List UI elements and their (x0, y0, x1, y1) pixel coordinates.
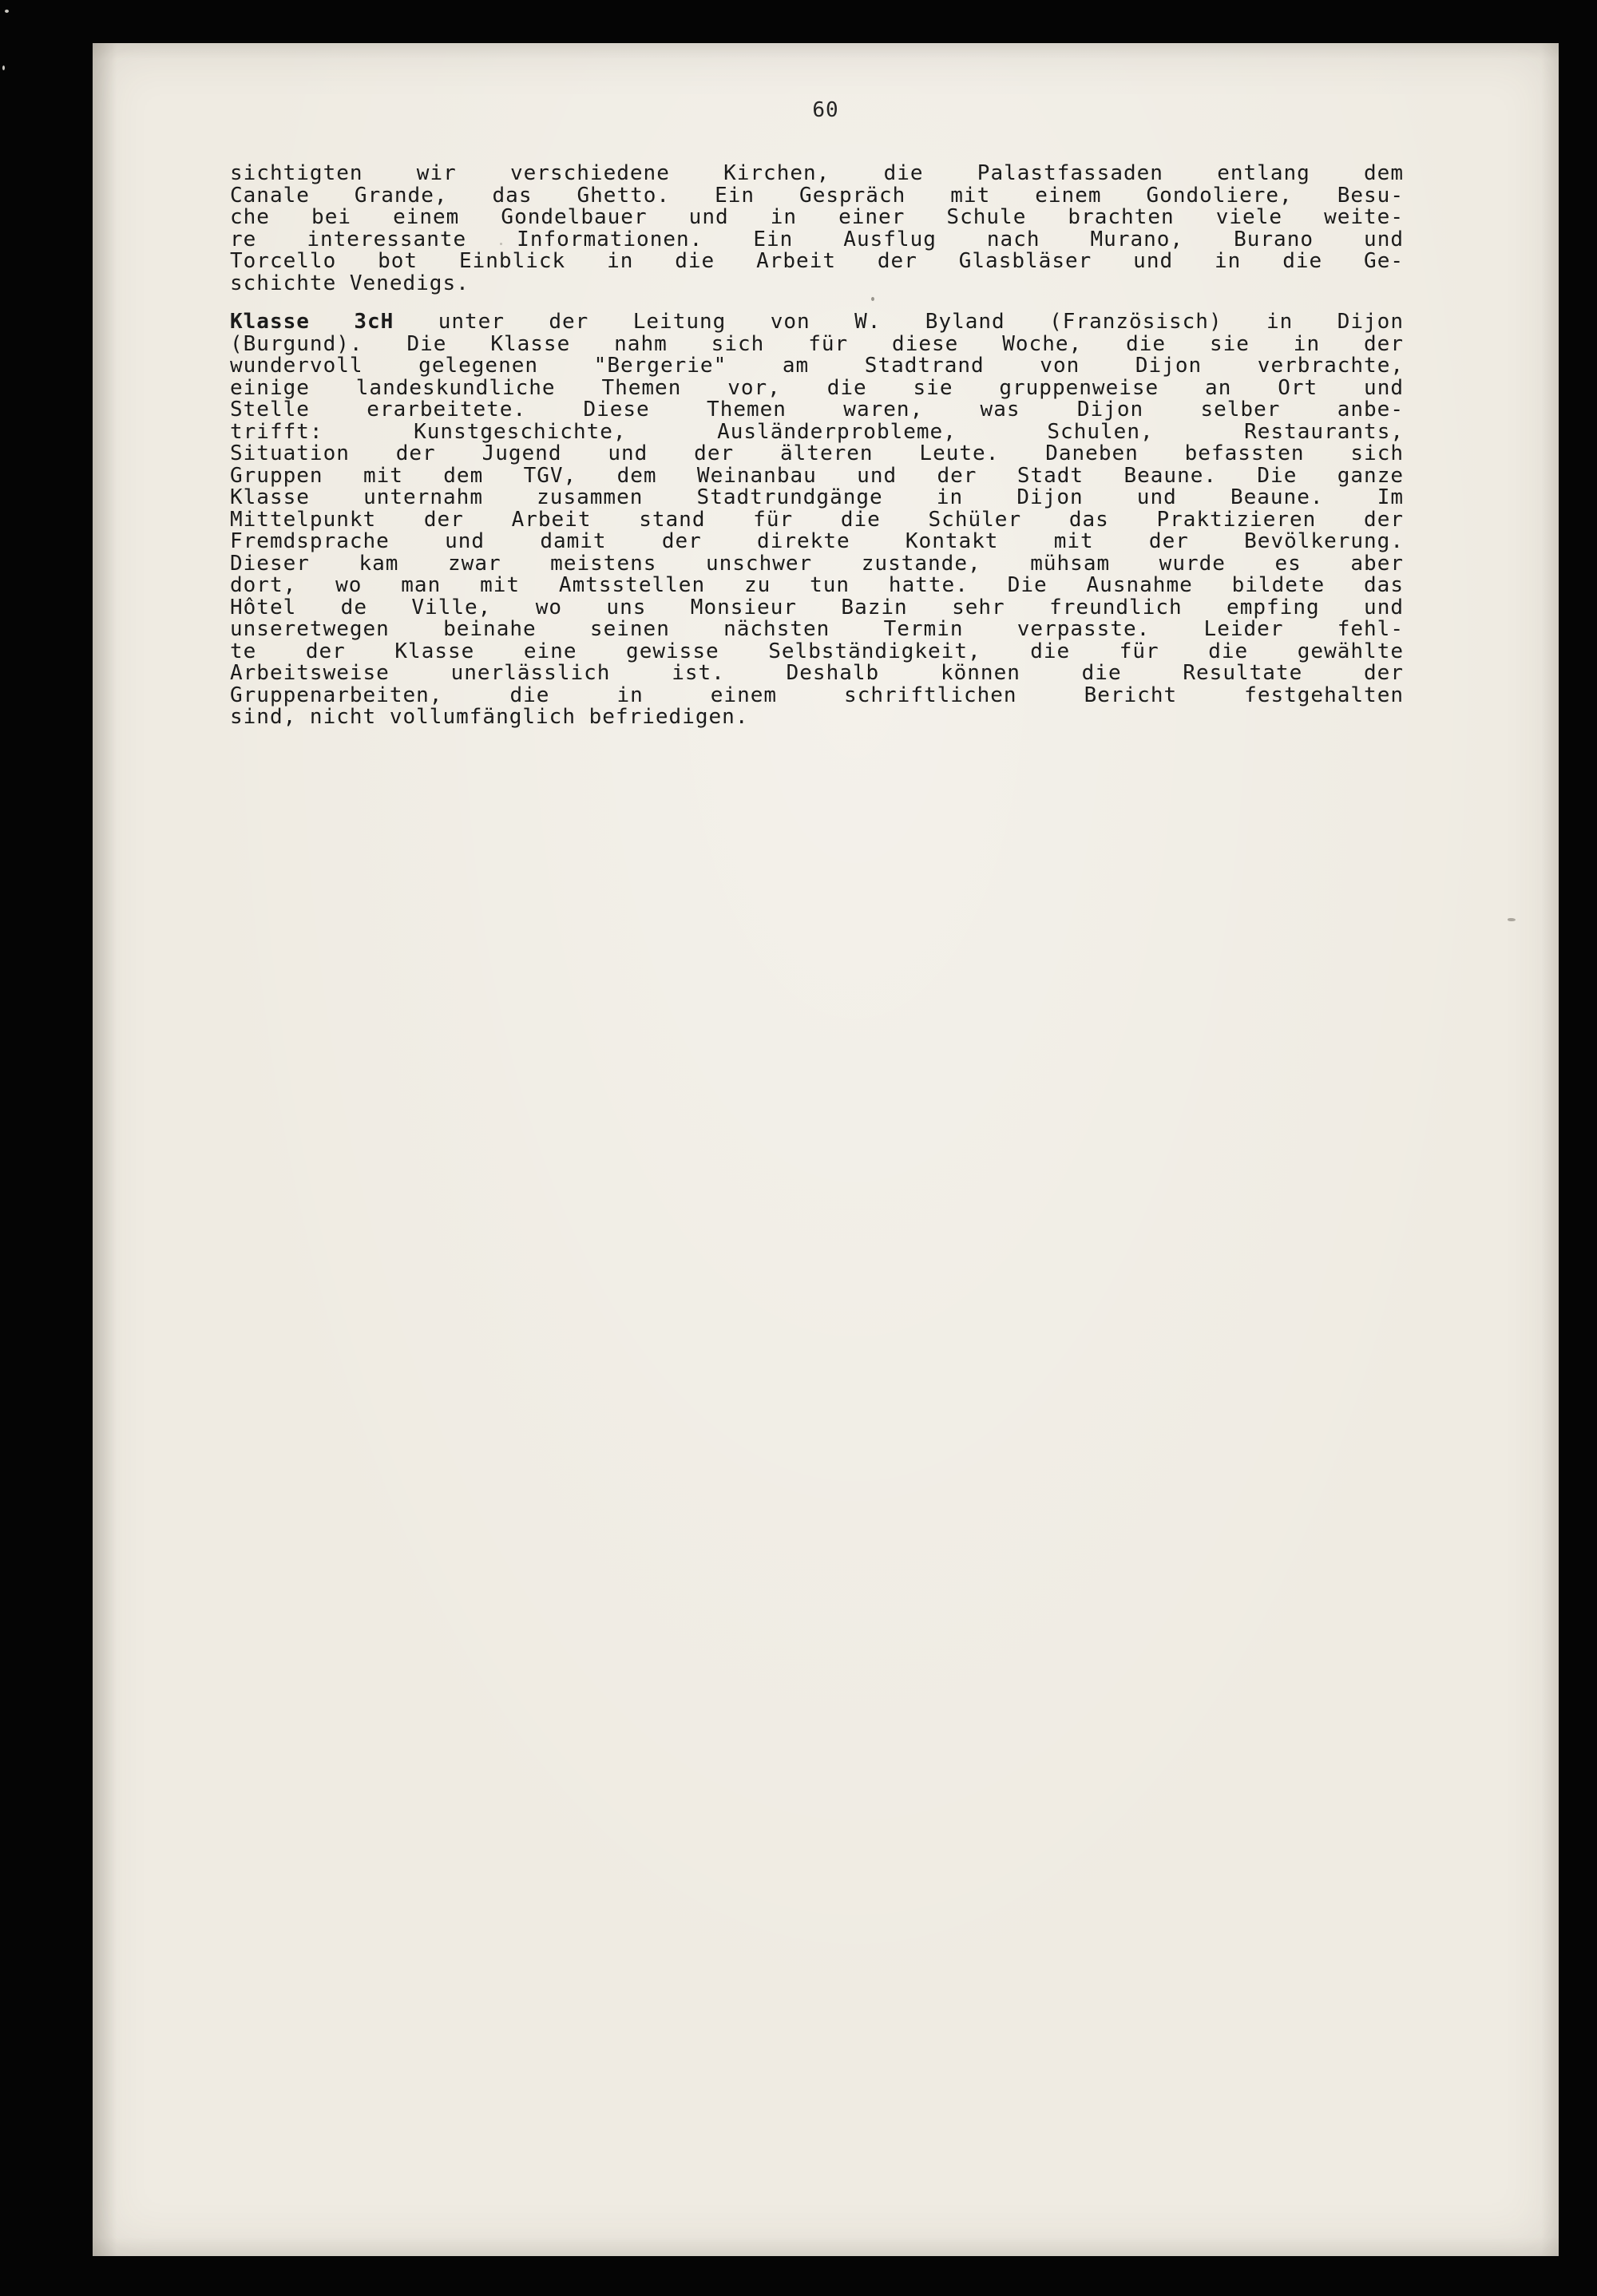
text-line: Gruppen mit dem TGV, dem Weinanbau und der Stadt Beaune. Die ganze (230, 463, 1404, 488)
paragraph-1 (230, 163, 1404, 295)
scan-speck (871, 297, 874, 301)
document-page (93, 43, 1559, 2256)
text-line: Fremdsprache und damit der direkte Kontakt mit der Bevölkerung. (230, 529, 1404, 553)
text-line: Stelle erarbeitete. Diese Themen waren, was Dijon selber anbe- (230, 398, 1404, 422)
paragraph-2 (230, 311, 1404, 729)
paragraph-lead-rest: unter der Leitung von W. Byland (Französisch) in Dijon (394, 310, 1404, 334)
text-line: einige landeskundliche Themen vor, die sie gruppenweise an Ort und (230, 375, 1404, 400)
text-line: re interessante Informationen. Ein Ausflug nach Murano, Burano und (230, 227, 1404, 251)
text-line: trifft: Kunstgeschichte, Ausländerprobleme, Schulen, Restaurants, (230, 419, 1404, 444)
text-line: Torcello bot Einblick in die Arbeit der Glasbläser und in die Ge- (230, 249, 1404, 273)
text-block (230, 163, 1404, 729)
page-number: 60 (812, 98, 839, 122)
scan-noise-speck (2, 65, 5, 70)
text-line: Gruppenarbeiten, die in einem schriftlichen Bericht festgehalten (230, 683, 1404, 707)
text-line: Situation der Jugend und der älteren Leute. Daneben befassten sich (230, 441, 1404, 465)
text-line: te der Klasse eine gewisse Selbständigkeit, die für die gewählte (230, 639, 1404, 663)
paragraph-lead-bold: Klasse 3cH (230, 310, 394, 334)
text-line: Klasse unternahm zusammen Stadtrundgänge in Dijon und Beaune. Im (230, 485, 1404, 509)
text-line: schichte Venedigs. (230, 271, 470, 295)
text-line: unseretwegen beinahe seinen nächsten Termin verpasste. Leider fehl- (230, 617, 1404, 641)
text-line: wundervoll gelegenen "Bergerie" am Stadtrand von Dijon verbrachte, (230, 354, 1404, 378)
text-line (230, 311, 1404, 334)
text-line: sind, nicht vollumfänglich befriedigen. (230, 705, 749, 729)
text-line: Dieser kam zwar meistens unschwer zustande, mühsam wurde es aber (230, 551, 1404, 576)
text-line: che bei einem Gondelbauer und in einer Schule brachten viele weite- (230, 205, 1404, 229)
text-line: (Burgund). Die Klasse nahm sich für diese Woche, die sie in der (230, 331, 1404, 356)
text-line: Canale Grande, das Ghetto. Ein Gespräch mit einem Gondoliere, Besu- (230, 183, 1404, 208)
text-line: Arbeitsweise unerlässlich ist. Deshalb können die Resultate der (230, 661, 1404, 685)
scan-speck (1508, 918, 1516, 921)
scan-speck (500, 243, 502, 245)
text-line: dort, wo man mit Amtsstellen zu tun hatte. Die Ausnahme bildete das (230, 573, 1404, 597)
text-line: Mittelpunkt der Arbeit stand für die Schüler das Praktizieren der (230, 507, 1404, 532)
text-line: Hôtel de Ville, wo uns Monsieur Bazin sehr freundlich empfing und (230, 595, 1404, 620)
text-line: sichtigten wir verschiedene Kirchen, die Palastfassaden entlang dem (230, 161, 1404, 185)
scan-noise-speck (5, 10, 9, 13)
